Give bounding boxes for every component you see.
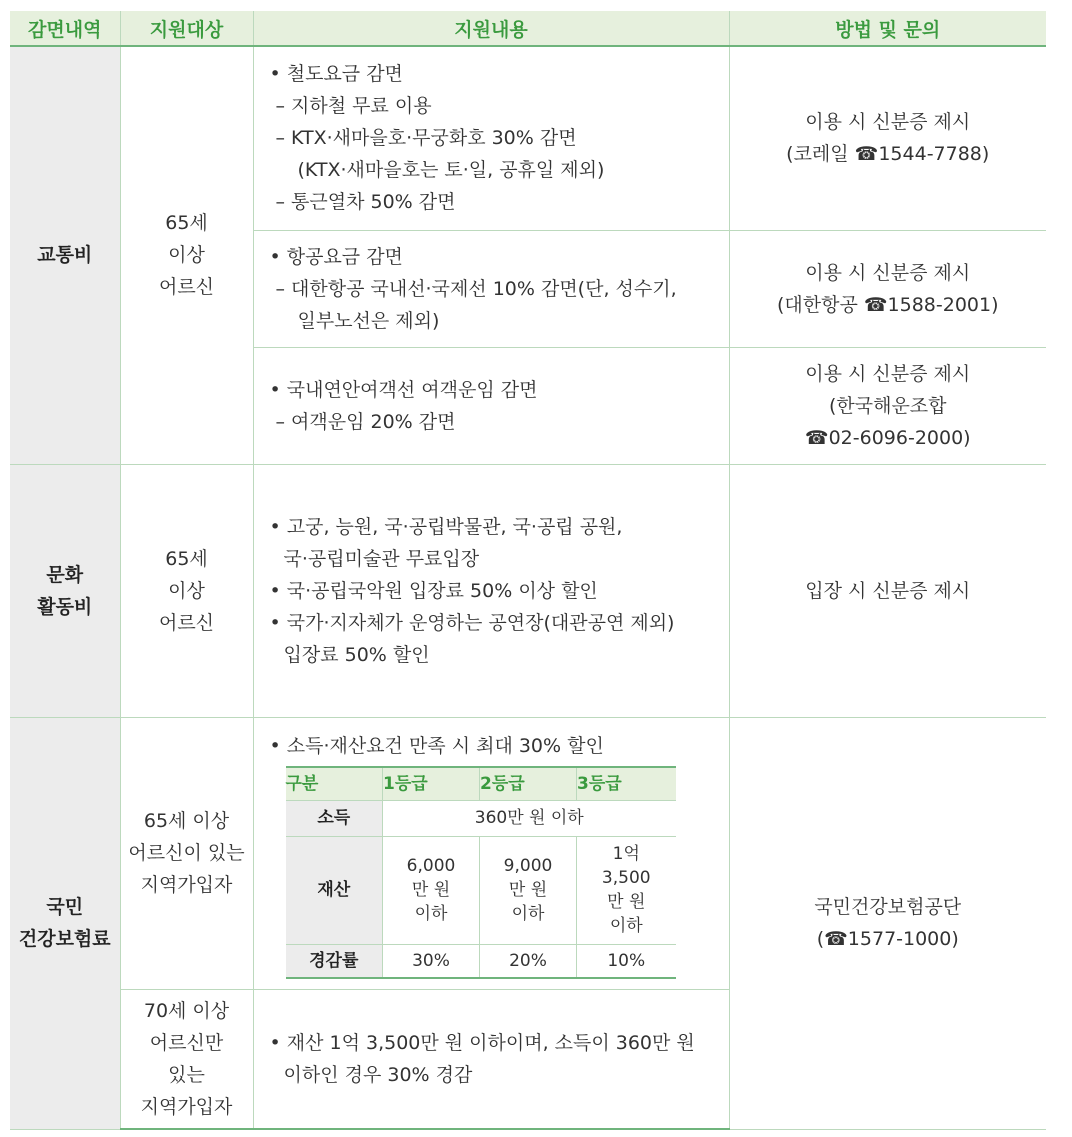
list-item: – 여객운임 20% 감면 [275,410,456,433]
property-grade-1: 6,000 만 원 이하 [383,836,480,944]
target-insurance-70: 70세 이상 어르신만 있는 지역가입자 [120,989,253,1129]
table-row [10,464,1046,717]
target-transport: 65세 이상 어르신 [120,46,253,464]
list-item: 국·공립미술관 무료입장 [283,547,480,570]
contact-rail: 이용 시 신분증 제시 (코레일 ☎1544-7788) [729,46,1046,230]
property-grade-2: 9,000 만 원 이하 [480,836,577,944]
inner-header: 1등급 [383,767,480,801]
list-item: • 고궁, 능원, 국·공립박물관, 국·공립 공원, [269,515,623,538]
list-item: • 항공요금 감면 [269,245,403,268]
rate-grade-1: 30% [383,944,480,978]
contact-insurance: 국민건강보험공단 (☎1577-1000) [729,717,1046,1129]
contact-ship: 이용 시 신분증 제시 (한국해운조합 ☎02-6096-2000) [729,347,1046,464]
content-rail [253,46,729,230]
category-transport: 교통비 [10,46,120,464]
list-item: 일부노선은 제외) [297,309,440,332]
table-row [286,800,676,836]
table-row [10,717,1046,989]
list-item: – 통근열차 50% 감면 [275,191,456,214]
contact-air: 이용 시 신분증 제시 (대한항공 ☎1588-2001) [729,230,1046,347]
list-item: • 재산 1억 3,500만 원 이하이며, 소득이 360만 원 [269,1031,695,1054]
row-label-rate: 경감률 [286,944,383,978]
list-item: 이하인 경우 30% 경감 [283,1063,473,1086]
category-insurance: 국민 건강보험료 [10,717,120,1129]
header-target: 지원대상 [120,11,253,46]
discount-table [10,11,1046,1130]
header-row [10,11,1046,46]
header-category: 감면내역 [10,11,120,46]
list-item: • 국가·지자체가 운영하는 공연장(대관공연 제외) [269,611,675,634]
header-content: 지원내용 [253,11,729,46]
row-label-income: 소득 [286,800,383,836]
inner-header: 구분 [286,767,383,801]
list-item: • 국내연안여객선 여객운임 감면 [269,378,538,401]
target-culture: 65세 이상 어르신 [120,464,253,717]
content-insurance-70 [253,989,729,1129]
header-contact: 방법 및 문의 [729,11,1046,46]
table-row [286,836,676,944]
table-row [10,46,1046,230]
list-item: – 대한항공 국내선·국제선 10% 감면(단, 성수기, [275,277,677,300]
target-insurance-65: 65세 이상 어르신이 있는 지역가입자 [120,717,253,989]
list-item: • 철도요금 감면 [269,63,403,86]
content-ship [253,347,729,464]
list-item: • 소득·재산요건 만족 시 최대 30% 할인 [269,734,604,757]
inner-header: 2등급 [480,767,577,801]
property-grade-3: 1억 3,500 만 원 이하 [577,836,676,944]
inner-header-row [286,767,676,801]
content-air [253,230,729,347]
inner-header: 3등급 [577,767,676,801]
list-item: – KTX·새마을호·무궁화호 30% 감면 [275,127,577,150]
category-culture: 문화 활동비 [10,464,120,717]
income-value: 360만 원 이하 [383,800,676,836]
content-culture [253,464,729,717]
table-row [286,944,676,978]
rate-grade-2: 20% [480,944,577,978]
content-insurance [253,717,729,989]
rate-grade-3: 10% [577,944,676,978]
list-item: (KTX·새마을호는 토·일, 공휴일 제외) [297,159,605,182]
list-item: 입장료 50% 할인 [283,643,430,666]
premium-grade-table [286,766,676,980]
list-item: – 지하철 무료 이용 [275,95,432,118]
row-label-property: 재산 [286,836,383,944]
contact-culture: 입장 시 신분증 제시 [729,464,1046,717]
list-item: • 국·공립국악원 입장료 50% 이상 할인 [269,579,598,602]
